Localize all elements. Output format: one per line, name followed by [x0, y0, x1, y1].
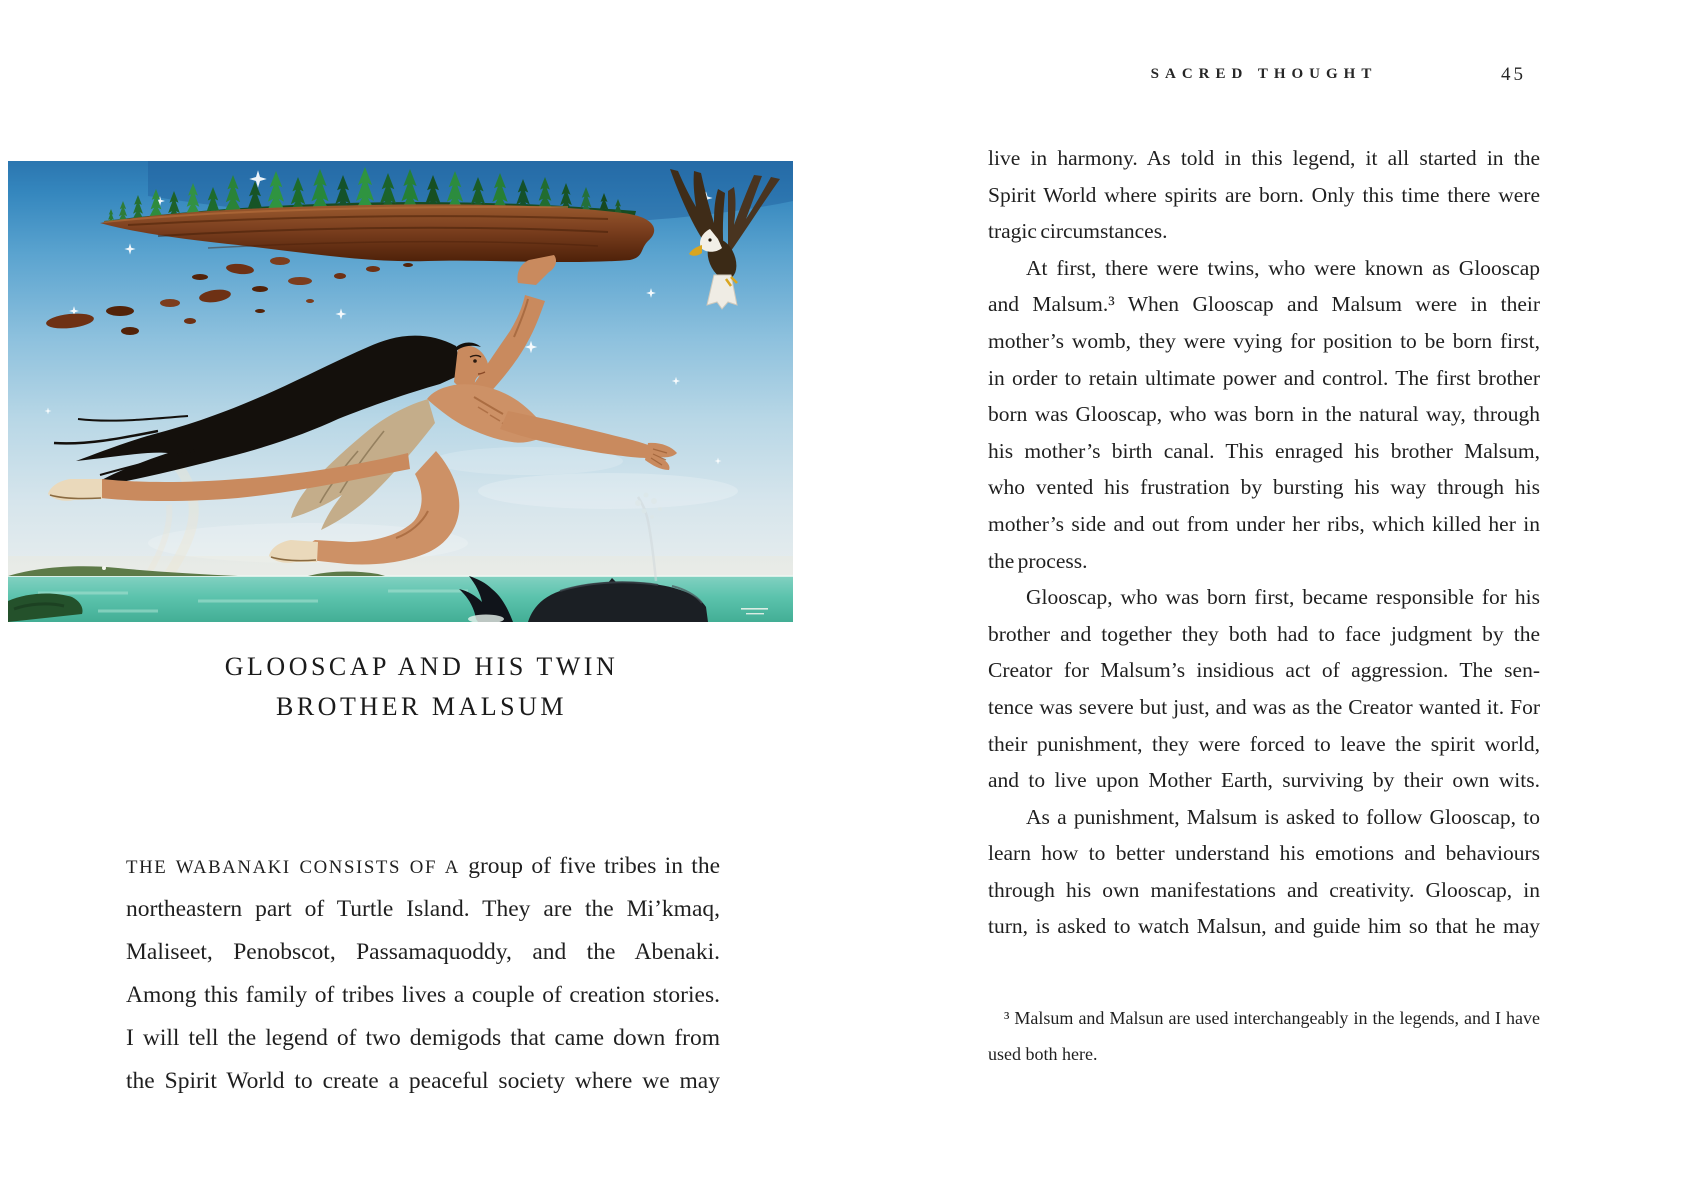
- line-text: brother and together they both had to face judgment by the: [988, 621, 1540, 646]
- body-text-line: [988, 433, 1540, 470]
- line-text: his mother’s birth canal. This enraged his brother Malsum,: [988, 438, 1540, 463]
- line-text: Creator for Malsum’s insidious act of aggression. The sen-: [988, 658, 1540, 683]
- line-text: born was Glooscap, who was born in the natural way, through: [988, 402, 1540, 427]
- body-text-line: [988, 177, 1540, 214]
- body-text-line: [988, 616, 1540, 653]
- running-header: SACRED THOUGHT: [1150, 66, 1378, 82]
- footnote-line: [988, 1036, 1540, 1072]
- body-text-line: [988, 872, 1540, 909]
- line-text: Among this family of tribes lives a couple of creation stories.: [126, 982, 720, 1008]
- body-text-line: [126, 1017, 720, 1060]
- line-text: I will tell the legend of two demigods that came down from: [126, 1025, 720, 1051]
- body-text-line: [988, 323, 1540, 360]
- line-text: tence was severe but just, and was as the Creator wanted it. For: [988, 694, 1540, 719]
- line-text: group of five tribes in the: [459, 853, 720, 879]
- body-text-line: [988, 799, 1540, 836]
- chapter-title-line-2: BROTHER MALSUM: [276, 692, 567, 721]
- body-text-line: [988, 140, 1540, 177]
- body-text-line: [988, 360, 1540, 397]
- body-text-line: [988, 396, 1540, 433]
- body-text-line: [988, 506, 1540, 543]
- body-text-line: [988, 652, 1540, 689]
- body-text-line: [126, 888, 720, 931]
- body-text-line: [126, 974, 720, 1017]
- page-number: 45: [1501, 64, 1526, 85]
- body-text-line: [126, 931, 720, 974]
- body-text-line: [988, 469, 1540, 506]
- line-text: Maliseet, Penobscot, Passamaquoddy, and the Abenaki.: [126, 939, 720, 965]
- body-text-line: [988, 762, 1540, 799]
- line-text: their punishment, they were forced to leave the spirit world,: [988, 731, 1540, 756]
- chapter-title-line-1: GLOOSCAP AND HIS TWIN: [224, 652, 619, 681]
- glooscap-painting: [8, 161, 793, 622]
- line-text: in order to retain ultimate power and control. The first brother: [988, 365, 1540, 390]
- body-text-line: [126, 845, 720, 888]
- body-text-line: [988, 908, 1540, 945]
- line-text: At first, there were twins, who were known as Glooscap: [1026, 255, 1540, 280]
- line-text: and Malsum.³ When Glooscap and Malsum were in their: [988, 292, 1540, 317]
- line-text: the Spirit World to create a peaceful society where we may: [126, 1068, 720, 1094]
- line-text: mother’s side and out from under her ribs, which killed her in: [988, 511, 1540, 536]
- body-text-line: [988, 726, 1540, 763]
- left-body-text: [126, 845, 720, 1103]
- line-text: ³ Malsum and Malsun are used interchangeably in the legends, and I have: [1004, 1008, 1540, 1028]
- line-text: live in harmony. As told in this legend, it all started in the: [988, 146, 1540, 170]
- body-text-line: [988, 579, 1540, 616]
- body-text-line: [988, 213, 1540, 250]
- body-text-line: [988, 835, 1540, 872]
- right-body-text: [988, 140, 1540, 945]
- line-text: tragic circumstances.: [988, 219, 1168, 244]
- line-text: mother’s womb, they were vying for position to be born first,: [988, 328, 1540, 353]
- footnote-line: [988, 1000, 1540, 1036]
- line-text: learn how to better understand his emotions and behaviours: [988, 841, 1540, 866]
- body-text-line: [988, 543, 1540, 580]
- line-text: Glooscap, who was born first, became responsible for his: [1026, 585, 1540, 610]
- line-text: turn, is asked to watch Malsun, and guide him so that he may: [988, 914, 1540, 939]
- body-text-line: [126, 1060, 720, 1103]
- body-text-line: [988, 286, 1540, 323]
- body-text-line: [988, 250, 1540, 287]
- line-text: and to live upon Mother Earth, surviving by their own wits.: [988, 768, 1540, 793]
- line-text: northeastern part of Turtle Island. They are the Mi’kmaq,: [126, 896, 720, 922]
- body-text-line: [988, 689, 1540, 726]
- line-text: through his own manifestations and creativity. Glooscap, in: [988, 877, 1540, 902]
- line-text: Spirit World where spirits are born. Only this time there were: [988, 182, 1540, 207]
- smallcaps-lead: THE WABANAKI CONSISTS OF A: [126, 857, 460, 878]
- line-text: who vented his frustration by bursting his way through his: [988, 475, 1540, 500]
- line-text: the process.: [988, 548, 1088, 573]
- line-text: used both here.: [988, 1044, 1098, 1064]
- line-text: As a punishment, Malsum is asked to follow Glooscap, to: [1026, 804, 1540, 829]
- footnote: [988, 1000, 1540, 1072]
